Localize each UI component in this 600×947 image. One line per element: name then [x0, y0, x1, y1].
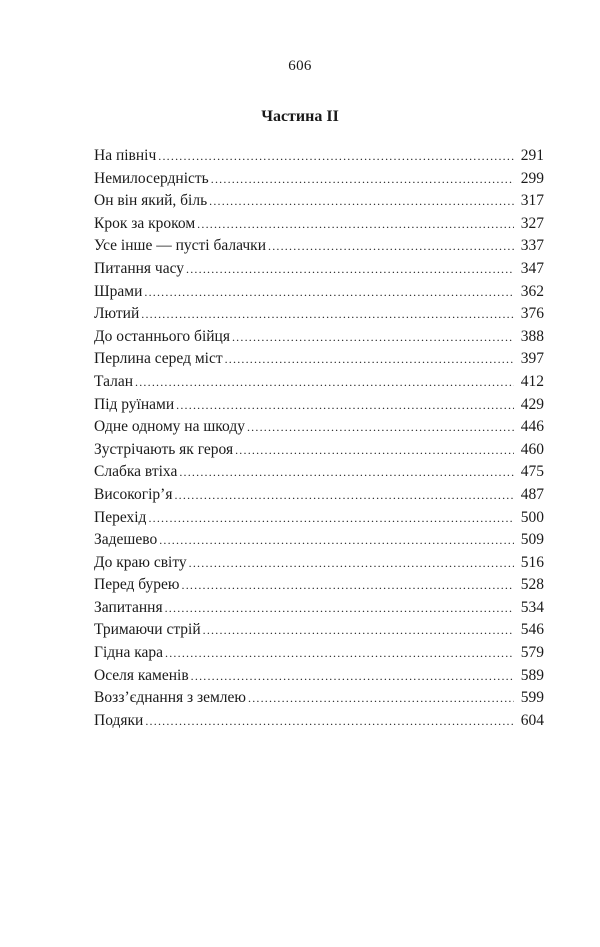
toc-entry-title: Високогір’я: [94, 485, 173, 503]
toc-leader-dots: [159, 529, 514, 552]
toc-entry: [94, 597, 544, 620]
toc-entry-title: Задешево: [94, 531, 158, 549]
toc-leader-dots: [197, 213, 514, 236]
toc-entry-page: 500: [520, 508, 544, 526]
toc-leader-dots: [268, 235, 514, 258]
toc-leader-dots: [176, 394, 514, 417]
toc-entry-title: Перехід: [94, 508, 147, 526]
toc-entry-page: 460: [520, 440, 544, 458]
toc-entry-page: 516: [520, 553, 544, 571]
toc-entry-title: Одне одному на шкоду: [94, 418, 245, 436]
toc-entry-title: Гідна кара: [94, 644, 164, 662]
toc-entry-title: Немилосердність: [94, 169, 209, 187]
toc-entry-title: Тримаючи стрій: [94, 621, 201, 639]
toc-entry-page: 291: [520, 147, 544, 164]
toc-leader-dots: [182, 574, 514, 597]
toc-entry: [94, 687, 544, 710]
toc-entry-page: 487: [520, 485, 544, 503]
toc-entry-title: Лютий: [94, 305, 140, 323]
toc-leader-dots: [174, 484, 514, 507]
toc-entry-page: 347: [520, 259, 544, 277]
toc-entry-page: 299: [520, 169, 544, 187]
toc-leader-dots: [158, 145, 514, 168]
toc-entry: [94, 394, 544, 417]
toc-entry: [94, 574, 544, 597]
toc-entry: [94, 326, 544, 349]
toc-entry: [94, 235, 544, 258]
toc-entry: [94, 258, 544, 281]
toc-entry: [94, 484, 544, 507]
toc-entry-title: Он він який, біль: [94, 192, 208, 210]
toc-entry-title: Запитання: [94, 598, 163, 616]
toc-entry-page: 546: [520, 621, 544, 639]
toc-entry-title: Перед бурею: [94, 576, 180, 594]
toc-entry-title: Оселя каменів: [94, 666, 189, 684]
toc-leader-dots: [186, 258, 514, 281]
toc-leader-dots: [203, 619, 514, 642]
toc-entry-page: 446: [520, 418, 544, 436]
table-of-contents: [94, 145, 544, 732]
toc-leader-dots: [248, 687, 514, 710]
toc-entry: [94, 665, 544, 688]
toc-entry-page: 589: [520, 666, 544, 684]
toc-entry-title: Возз’єднання з землею: [94, 689, 246, 707]
toc-entry-title: До останнього бійця: [94, 327, 230, 345]
toc-entry: [94, 461, 544, 484]
toc-leader-dots: [232, 326, 514, 349]
toc-entry-page: 337: [520, 237, 544, 255]
toc-entry-page: 528: [520, 576, 544, 594]
toc-entry-title: На північ: [94, 147, 157, 164]
toc-leader-dots: [144, 281, 514, 304]
toc-entry: [94, 552, 544, 575]
toc-entry-title: Питання часу: [94, 259, 185, 277]
toc-entry-title: Шрами: [94, 282, 143, 300]
toc-entry-page: 599: [520, 689, 544, 707]
toc-entry-title: Подяки: [94, 711, 144, 729]
toc-entry-title: Талан: [94, 372, 134, 390]
toc-entry: [94, 168, 544, 191]
toc-entry-title: Крок за кроком: [94, 214, 196, 232]
toc-leader-dots: [211, 168, 514, 191]
toc-entry: [94, 710, 544, 733]
toc-entry: [94, 416, 544, 439]
toc-entry: [94, 619, 544, 642]
toc-entry-title: Перлина серед міст: [94, 350, 223, 368]
toc-entry-page: 388: [520, 327, 544, 345]
toc-entry-title: Усе інше — пусті балачки: [94, 237, 266, 255]
toc-entry-page: 397: [520, 350, 544, 368]
toc-leader-dots: [191, 665, 514, 688]
toc-entry-title: До краю світу: [94, 553, 187, 571]
toc-entry: [94, 281, 544, 304]
toc-entry-page: 376: [520, 305, 544, 323]
toc-entry-page: 534: [520, 598, 544, 616]
toc-leader-dots: [148, 507, 514, 530]
toc-entry: [94, 439, 544, 462]
toc-leader-dots: [141, 303, 514, 326]
toc-entry-title: Зустрічають як героя: [94, 440, 234, 458]
toc-entry: [94, 145, 544, 168]
toc-leader-dots: [165, 642, 514, 665]
toc-leader-dots: [189, 552, 514, 575]
toc-entry-page: 579: [520, 644, 544, 662]
toc-entry: [94, 642, 544, 665]
part-title: Частина II: [261, 108, 339, 125]
toc-leader-dots: [145, 710, 514, 733]
toc-entry-page: 475: [520, 463, 544, 481]
toc-leader-dots: [225, 348, 514, 371]
toc-leader-dots: [209, 190, 514, 213]
toc-entry: [94, 190, 544, 213]
toc-entry-page: 362: [520, 282, 544, 300]
toc-entry: [94, 213, 544, 236]
toc-leader-dots: [247, 416, 514, 439]
toc-entry-page: 412: [520, 372, 544, 390]
page-number: 606: [288, 58, 312, 74]
toc-entry-title: Слабка втіха: [94, 463, 178, 481]
toc-entry-page: 509: [520, 531, 544, 549]
toc-leader-dots: [165, 597, 514, 620]
toc-entry: [94, 507, 544, 530]
toc-entry-page: 317: [520, 192, 544, 210]
toc-entry-title: Під руїнами: [94, 395, 175, 413]
toc-entry: [94, 303, 544, 326]
toc-entry: [94, 371, 544, 394]
toc-leader-dots: [235, 439, 514, 462]
toc-entry-page: 429: [520, 395, 544, 413]
toc-leader-dots: [135, 371, 514, 394]
toc-entry: [94, 529, 544, 552]
toc-leader-dots: [179, 461, 514, 484]
toc-entry: [94, 348, 544, 371]
toc-entry-page: 327: [520, 214, 544, 232]
toc-entry-page: 604: [520, 711, 544, 729]
